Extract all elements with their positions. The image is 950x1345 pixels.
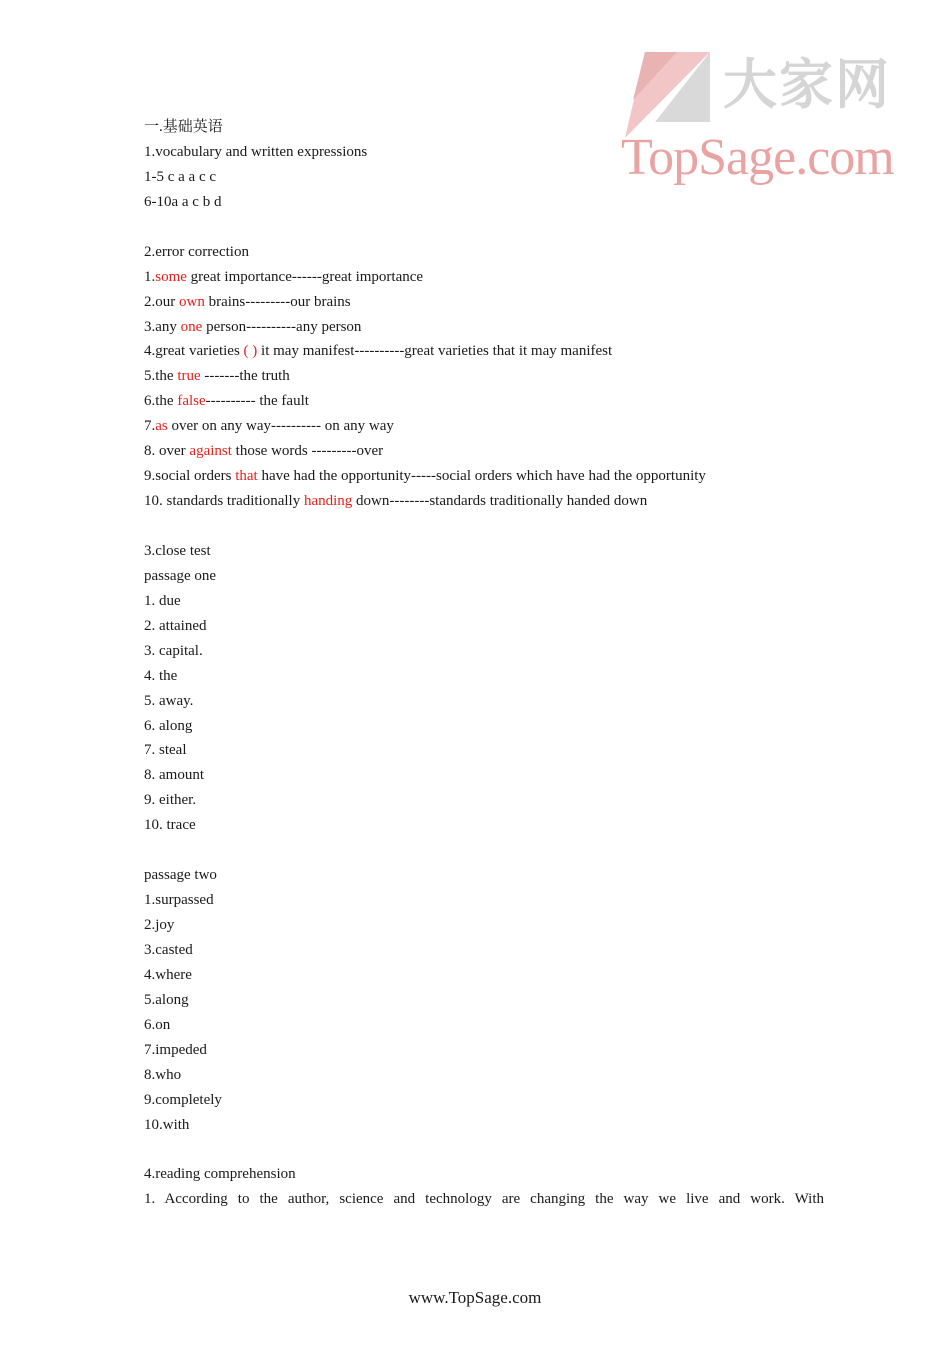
highlighted-error-word: some <box>155 268 187 285</box>
text-segment: ---------- the fault <box>205 393 309 410</box>
text-line <box>144 813 824 838</box>
blank-line <box>144 215 824 240</box>
text-line <box>144 988 824 1013</box>
text-segment: 3.any <box>144 318 181 335</box>
text-line <box>144 738 824 763</box>
text-segment: 8.who <box>144 1066 182 1083</box>
text-segment: 4.where <box>144 966 192 983</box>
text-line <box>144 863 824 888</box>
text-segment: 4. the <box>144 667 178 684</box>
text-segment: 5.along <box>144 991 189 1008</box>
text-segment: 7. <box>144 418 156 435</box>
text-segment: 1.vocabulary and written expressions <box>144 143 368 160</box>
text-line <box>144 290 824 315</box>
text-segment: those words ---------over <box>231 443 384 460</box>
text-segment: passage two <box>144 867 217 884</box>
blank-line <box>144 1137 824 1162</box>
highlighted-error-word: ( ) <box>243 343 258 360</box>
text-line <box>144 339 824 364</box>
text-segment: 6.the <box>144 393 178 410</box>
document-body <box>144 115 824 1212</box>
watermark-english-text: TopSage.com <box>621 129 894 186</box>
text-line <box>144 315 824 340</box>
text-line <box>144 788 824 813</box>
blank-line <box>144 514 824 539</box>
text-line <box>144 589 824 614</box>
text-line <box>144 439 824 464</box>
highlighted-error-word: one <box>180 318 203 335</box>
text-segment: 7.impeded <box>144 1041 207 1058</box>
text-segment: 3.casted <box>144 941 193 958</box>
text-line <box>144 913 824 938</box>
text-segment: it may manifest----------great varieties that it may manifest <box>257 343 613 360</box>
text-segment: down--------standards traditionally handed down <box>352 493 648 510</box>
text-line <box>144 240 824 265</box>
text-segment: 5. away. <box>144 692 194 709</box>
text-line <box>144 963 824 988</box>
text-segment: brains---------our brains <box>204 293 351 310</box>
text-segment: 2. attained <box>144 617 207 634</box>
text-segment: 2.our <box>144 293 179 310</box>
text-line <box>144 888 824 913</box>
highlighted-error-word: as <box>155 418 168 435</box>
text-segment: 4.great varieties <box>144 343 244 360</box>
watermark-chinese-text: 大家网 <box>723 53 891 116</box>
text-segment: 6. along <box>144 717 193 734</box>
text-segment: 3. capital. <box>144 642 203 659</box>
text-line <box>144 714 824 739</box>
text-line <box>144 265 824 290</box>
text-segment: 5.the <box>144 368 178 385</box>
text-segment: passage one <box>144 567 217 584</box>
text-segment: 1-5 c a a c c <box>144 168 217 185</box>
highlighted-error-word: false <box>177 393 206 410</box>
text-line <box>144 1013 824 1038</box>
text-line <box>144 190 824 215</box>
text-line <box>144 414 824 439</box>
text-segment: 3.close test <box>144 542 211 559</box>
text-segment: 1. <box>144 268 156 285</box>
text-segment: 10. trace <box>144 817 196 834</box>
text-segment: 7. steal <box>144 742 187 759</box>
text-line <box>144 165 824 190</box>
highlighted-error-word: against <box>189 443 232 460</box>
text-segment: 10.with <box>144 1116 190 1133</box>
text-line <box>144 614 824 639</box>
text-line <box>144 689 824 714</box>
text-line <box>144 1113 824 1138</box>
text-segment: 8. amount <box>144 767 204 784</box>
text-segment: 1.surpassed <box>144 892 214 909</box>
text-line <box>144 389 824 414</box>
text-line <box>144 364 824 389</box>
footer-url: www.TopSage.com <box>408 1288 542 1307</box>
text-segment: person----------any person <box>202 318 362 335</box>
text-segment: 2.joy <box>144 917 175 933</box>
highlighted-error-word: true <box>177 368 201 385</box>
text-line <box>144 464 824 489</box>
text-segment: 2.error correction <box>144 243 249 260</box>
text-line <box>144 1088 824 1113</box>
text-line <box>144 1187 824 1212</box>
highlighted-error-word: own <box>179 293 205 310</box>
text-segment: -------the truth <box>200 368 290 385</box>
text-line <box>144 1038 824 1063</box>
text-segment: 9.social orders <box>144 468 236 485</box>
text-segment: 10. standards traditionally <box>144 493 304 510</box>
blank-line <box>144 838 824 863</box>
text-line <box>144 938 824 963</box>
text-segment: 1. due <box>144 592 181 609</box>
text-line <box>144 115 824 140</box>
text-line <box>144 639 824 664</box>
text-segment: great importance------great importance <box>186 268 424 285</box>
text-segment: 9. either. <box>144 792 197 809</box>
text-segment: have had the opportunity-----social orders which have had the opportunity <box>257 468 706 485</box>
text-segment: 一.基础英语 <box>144 119 223 135</box>
text-segment: 8. over <box>144 443 190 460</box>
text-line <box>144 140 824 165</box>
text-segment: 9.completely <box>144 1091 222 1108</box>
text-segment: over on any way---------- on any way <box>167 418 394 435</box>
highlighted-error-word: handing <box>303 493 353 510</box>
highlighted-error-word: that <box>235 468 258 485</box>
text-line <box>144 1063 824 1088</box>
text-line <box>144 1162 824 1187</box>
text-segment: 6.on <box>144 1016 171 1033</box>
text-line <box>144 489 824 514</box>
text-segment: 6-10a a c b d <box>144 193 222 210</box>
text-line <box>144 564 824 589</box>
text-line <box>144 664 824 689</box>
text-segment: 4.reading comprehension <box>144 1166 296 1183</box>
text-line <box>144 763 824 788</box>
text-segment: 1. According to the author, science and technology are changing the way we live and work. With <box>144 1191 824 1208</box>
text-line <box>144 539 824 564</box>
